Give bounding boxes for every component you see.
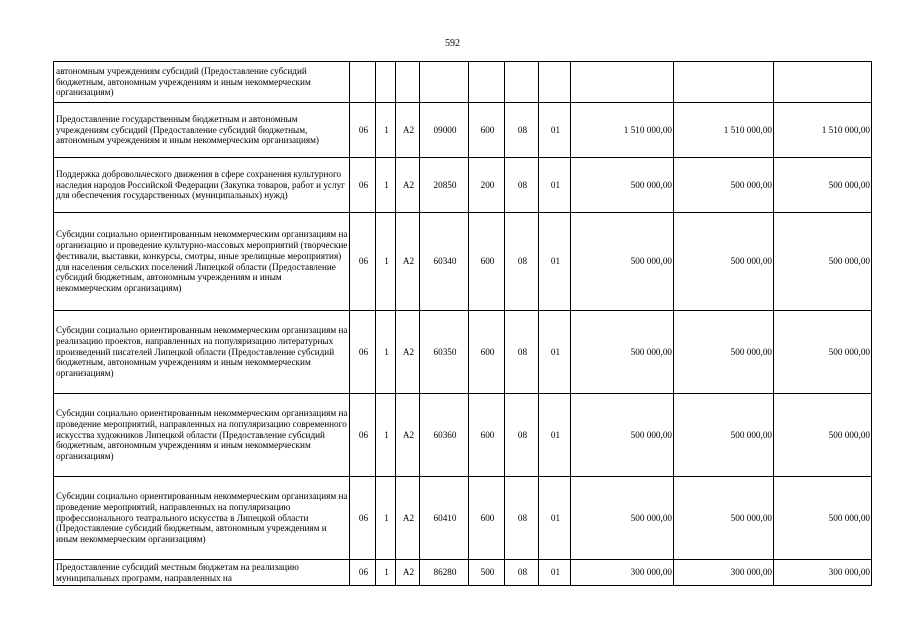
cell-direction: 60360 [420,394,469,477]
cell-subsection: 01 [539,158,571,213]
cell-expense-type: 600 [469,213,505,311]
cell-expense-type: 600 [469,394,505,477]
cell-amount-1: 1 510 000,00 [571,103,674,158]
cell-amount-2: 1 510 000,00 [674,103,774,158]
cell-event: А2 [396,560,420,586]
table-row [54,62,872,103]
row-name: Субсидии социально ориентированным некоммерческим организациям на проведение мероприятий, направленных на популяризацию профессионального театрального искусства в Липецкой области (Предоставление субсидий бюджетным, автономным учреждениям и иным некоммерческим организациям) [54,477,350,560]
cell-amount-3: 500 000,00 [774,394,872,477]
cell-amount-2 [674,62,774,103]
cell-amount-1 [571,62,674,103]
table-row [54,311,872,394]
cell-section: 08 [505,311,539,394]
cell-subprogram: 1 [376,158,396,213]
table-row [54,158,872,213]
cell-expense-type: 500 [469,560,505,586]
table-row [54,477,872,560]
cell-amount-2: 500 000,00 [674,311,774,394]
cell-direction: 09000 [420,103,469,158]
cell-amount-3 [774,62,872,103]
cell-event: А2 [396,477,420,560]
budget-table [53,61,872,586]
cell-amount-2: 500 000,00 [674,477,774,560]
table-row [54,213,872,311]
row-name: Субсидии социально ориентированным некоммерческим организациям на проведение мероприятий, направленных на популяризацию современного искусства художников Липецкой области (Предоставление субсидий бюджетным, автономным учреждениям и иным некоммерческим организациям) [54,394,350,477]
cell-event: А2 [396,311,420,394]
cell-subsection [539,62,571,103]
cell-amount-2: 300 000,00 [674,560,774,586]
cell-program [350,62,376,103]
cell-amount-1: 500 000,00 [571,477,674,560]
cell-program: 06 [350,477,376,560]
cell-event: А2 [396,103,420,158]
cell-program: 06 [350,311,376,394]
table-row [54,394,872,477]
row-name: Предоставление субсидий местным бюджетам на реализацию муниципальных программ, направленных на [54,560,350,586]
cell-amount-3: 500 000,00 [774,311,872,394]
row-name: автономным учреждениям субсидий (Предоставление субсидий бюджетным, автономным учреждениям и иным некоммерческим организациям) [54,62,350,103]
row-name: Поддержка добровольческого движения в сфере сохранения культурного наследия народов Российской Федерации (Закупка товаров, работ и услуг для обеспечения государственных (муниципальных) нужд) [54,158,350,213]
table-row [54,103,872,158]
cell-expense-type: 600 [469,477,505,560]
cell-amount-1: 500 000,00 [571,311,674,394]
cell-event: А2 [396,213,420,311]
cell-amount-1: 500 000,00 [571,213,674,311]
cell-section: 08 [505,158,539,213]
cell-expense-type [469,62,505,103]
cell-program: 06 [350,394,376,477]
cell-subsection: 01 [539,103,571,158]
cell-section: 08 [505,213,539,311]
cell-section: 08 [505,560,539,586]
cell-amount-2: 500 000,00 [674,158,774,213]
cell-section: 08 [505,477,539,560]
cell-program: 06 [350,560,376,586]
cell-amount-3: 300 000,00 [774,560,872,586]
cell-amount-2: 500 000,00 [674,213,774,311]
cell-subprogram [376,62,396,103]
row-name: Субсидии социально ориентированным некоммерческим организациям на организацию и проведение культурно-массовых мероприятий (творческие фестивали, выставки, конкурсы, смотры, иные зрелищные мероприятия) для населения сельских поселений Липецкой области (Предоставление субсидий бюджетным, автономным учреждениям и иным некоммерческим организациям) [54,213,350,311]
cell-subprogram: 1 [376,311,396,394]
cell-amount-3: 1 510 000,00 [774,103,872,158]
cell-section: 08 [505,103,539,158]
cell-subsection: 01 [539,213,571,311]
cell-subprogram: 1 [376,394,396,477]
cell-subprogram: 1 [376,477,396,560]
row-name: Предоставление государственным бюджетным и автономным учреждениям субсидий (Предоставление субсидий бюджетным, автономным учреждениям и иным некоммерческим организациям) [54,103,350,158]
cell-amount-1: 300 000,00 [571,560,674,586]
cell-direction: 60410 [420,477,469,560]
cell-subsection: 01 [539,477,571,560]
cell-amount-2: 500 000,00 [674,394,774,477]
cell-amount-1: 500 000,00 [571,394,674,477]
cell-section: 08 [505,394,539,477]
cell-expense-type: 600 [469,103,505,158]
cell-expense-type: 600 [469,311,505,394]
cell-direction: 20850 [420,158,469,213]
cell-amount-1: 500 000,00 [571,158,674,213]
cell-amount-3: 500 000,00 [774,477,872,560]
table-row [54,560,872,586]
cell-event [396,62,420,103]
row-name: Субсидии социально ориентированным некоммерческим организациям на реализацию проектов, направленных на популяризацию литературных произведений писателей Липецкой области (Предоставление субсидий бюджетным, автономным учреждениям и иным некоммерческим организациям) [54,311,350,394]
cell-direction [420,62,469,103]
cell-subprogram: 1 [376,103,396,158]
cell-program: 06 [350,158,376,213]
cell-subsection: 01 [539,560,571,586]
cell-expense-type: 200 [469,158,505,213]
cell-event: А2 [396,394,420,477]
cell-program: 06 [350,103,376,158]
cell-subsection: 01 [539,311,571,394]
cell-amount-3: 500 000,00 [774,158,872,213]
cell-direction: 86280 [420,560,469,586]
cell-program: 06 [350,213,376,311]
cell-amount-3: 500 000,00 [774,213,872,311]
cell-direction: 60350 [420,311,469,394]
cell-event: А2 [396,158,420,213]
cell-subprogram: 1 [376,213,396,311]
cell-section [505,62,539,103]
cell-subprogram: 1 [376,560,396,586]
cell-direction: 60340 [420,213,469,311]
cell-subsection: 01 [539,394,571,477]
page-number: 592 [445,38,460,49]
